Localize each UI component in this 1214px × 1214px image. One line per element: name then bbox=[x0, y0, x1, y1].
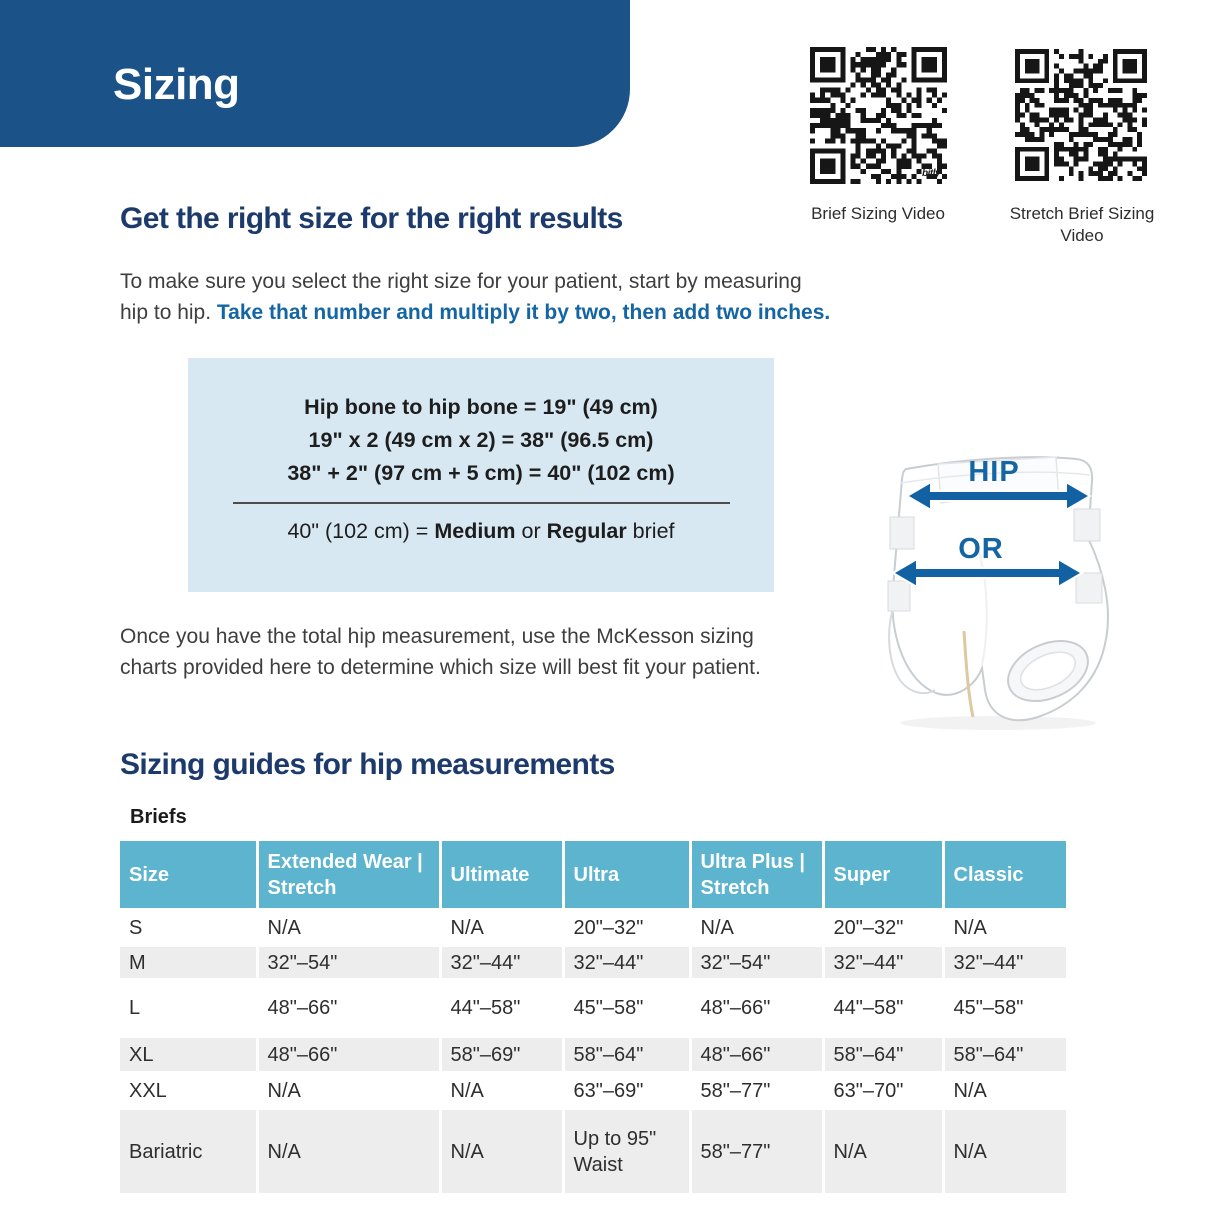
range-cell: 20"–32" bbox=[823, 908, 943, 947]
table-row bbox=[120, 1110, 1066, 1193]
range-cell: 58"–77" bbox=[690, 1110, 823, 1193]
range-cell: N/A bbox=[440, 908, 563, 947]
size-cell: XL bbox=[120, 1038, 257, 1071]
table-row bbox=[120, 1038, 1066, 1071]
range-cell: N/A bbox=[943, 1110, 1066, 1193]
qr-code-stretch-brief-sizing bbox=[1015, 49, 1147, 181]
table-row bbox=[120, 1071, 1066, 1110]
qr-label-brief-sizing: Brief Sizing Video bbox=[811, 204, 945, 223]
calc-result-line bbox=[188, 515, 774, 548]
title-banner bbox=[0, 0, 630, 147]
intro-line-2 bbox=[120, 297, 830, 328]
table-body bbox=[120, 908, 1066, 1193]
range-cell: 58"–64" bbox=[823, 1038, 943, 1071]
intro-line-2-regular: hip to hip. bbox=[120, 301, 217, 324]
table-row bbox=[120, 947, 1066, 978]
bitly-watermark: bitly bbox=[922, 168, 941, 179]
briefs-subheading: Briefs bbox=[130, 806, 187, 828]
range-cell: 32"–44" bbox=[563, 947, 690, 978]
calc-line-2: 19" x 2 (49 cm x 2) = 38" (96.5 cm) bbox=[308, 428, 654, 452]
column-header-extended-wear-stretch: Extended Wear | Stretch bbox=[257, 841, 440, 908]
range-cell: 32"–54" bbox=[690, 947, 823, 978]
size-cell: L bbox=[129, 997, 141, 1019]
table-row bbox=[120, 978, 1066, 1038]
after-line-1: Once you have the total hip measurement, use the McKesson sizing bbox=[120, 625, 754, 648]
diagram-shadow bbox=[900, 716, 1096, 730]
calc-result-regular: Regular bbox=[546, 519, 627, 543]
range-cell: 32"–44" bbox=[943, 947, 1066, 978]
brief-measurement-diagram bbox=[876, 433, 1118, 733]
range-cell: 58"–77" bbox=[690, 1071, 823, 1110]
tape-tab-left-lower bbox=[888, 581, 910, 611]
table-section-heading: Sizing guides for hip measurements bbox=[120, 748, 615, 781]
range-cell: N/A bbox=[257, 1071, 440, 1110]
range-cell: 44"–58" bbox=[440, 978, 563, 1038]
range-cell: 48"–66" bbox=[257, 978, 440, 1038]
size-cell: XXL bbox=[129, 1079, 167, 1102]
range-cell: 32"–44" bbox=[823, 947, 943, 978]
range-cell: 63"–70" bbox=[823, 1071, 943, 1110]
calc-result-medium: Medium bbox=[434, 519, 516, 543]
range-cell: 58"–64" bbox=[563, 1038, 690, 1071]
calc-result-or: or bbox=[515, 519, 547, 543]
hip-label: HIP bbox=[968, 456, 1020, 488]
range-cell: 45"–58" bbox=[563, 978, 690, 1038]
intro-paragraph bbox=[120, 266, 830, 328]
range-cell: 48"–66" bbox=[690, 1038, 823, 1071]
range-cell: 32"–54" bbox=[257, 947, 440, 978]
size-cell: S bbox=[129, 916, 143, 939]
qr-code-brief-sizing bbox=[810, 47, 947, 184]
range-cell: 58"–64" bbox=[943, 1038, 1066, 1071]
range-cell: N/A bbox=[943, 908, 1066, 947]
range-cell: N/A bbox=[823, 1110, 943, 1193]
intro-heading: Get the right size for the right results bbox=[120, 202, 623, 235]
or-label: OR bbox=[958, 533, 1004, 565]
calc-result-suffix: brief bbox=[626, 519, 675, 543]
range-cell: N/A bbox=[690, 908, 823, 947]
calc-divider bbox=[233, 502, 730, 504]
range-cell: 20"–32" bbox=[563, 908, 690, 947]
range-cell: 48"–66" bbox=[690, 978, 823, 1038]
briefs-sizing-table bbox=[120, 841, 1066, 1193]
range-cell: 45"–58" bbox=[943, 978, 1066, 1038]
column-header-super: Super bbox=[823, 841, 943, 908]
range-cell: 44"–58" bbox=[823, 978, 943, 1038]
intro-line-2-bold: Take that number and multiply it by two, then add two inches. bbox=[216, 301, 831, 324]
column-header-classic: Classic bbox=[943, 841, 1066, 908]
table-header-row bbox=[120, 841, 1066, 908]
size-cell: Bariatric bbox=[120, 1110, 257, 1193]
after-box-paragraph bbox=[120, 621, 761, 683]
calc-line-3: 38" + 2" (97 cm + 5 cm) = 40" (102 cm) bbox=[287, 461, 675, 485]
tape-tab-right-upper bbox=[1074, 509, 1100, 541]
range-cell: Up to 95" Waist bbox=[563, 1110, 690, 1193]
range-cell: N/A bbox=[257, 908, 440, 947]
column-header-ultra-plus-stretch: Ultra Plus | Stretch bbox=[690, 841, 823, 908]
range-cell: 58"–69" bbox=[440, 1038, 563, 1071]
calc-line-1: Hip bone to hip bone = 19" (49 cm) bbox=[304, 395, 658, 419]
column-header-size: Size bbox=[120, 841, 257, 908]
range-cell: N/A bbox=[440, 1110, 563, 1193]
qr-label-stretch-brief-sizing: Stretch Brief Sizing Video bbox=[1009, 204, 1155, 245]
intro-line-1: To make sure you select the right size for your patient, start by measuring bbox=[120, 270, 802, 293]
range-cell: N/A bbox=[257, 1110, 440, 1193]
table-row bbox=[120, 908, 1066, 947]
column-header-ultimate: Ultimate bbox=[440, 841, 563, 908]
tape-tab-left-upper bbox=[890, 517, 914, 549]
range-cell: N/A bbox=[440, 1071, 563, 1110]
size-cell: M bbox=[120, 947, 257, 978]
calc-result-prefix: 40" (102 cm) = bbox=[287, 519, 435, 543]
page-title: Sizing bbox=[113, 60, 240, 109]
tape-tab-right-lower bbox=[1076, 573, 1102, 603]
range-cell: 48"–66" bbox=[257, 1038, 440, 1071]
sizing-calculation-box bbox=[188, 358, 774, 592]
range-cell: N/A bbox=[943, 1071, 1066, 1110]
range-cell: 32"–44" bbox=[440, 947, 563, 978]
range-cell: 63"–69" bbox=[563, 1071, 690, 1110]
after-line-2: charts provided here to determine which size will best fit your patient. bbox=[120, 656, 761, 679]
column-header-ultra: Ultra bbox=[563, 841, 690, 908]
